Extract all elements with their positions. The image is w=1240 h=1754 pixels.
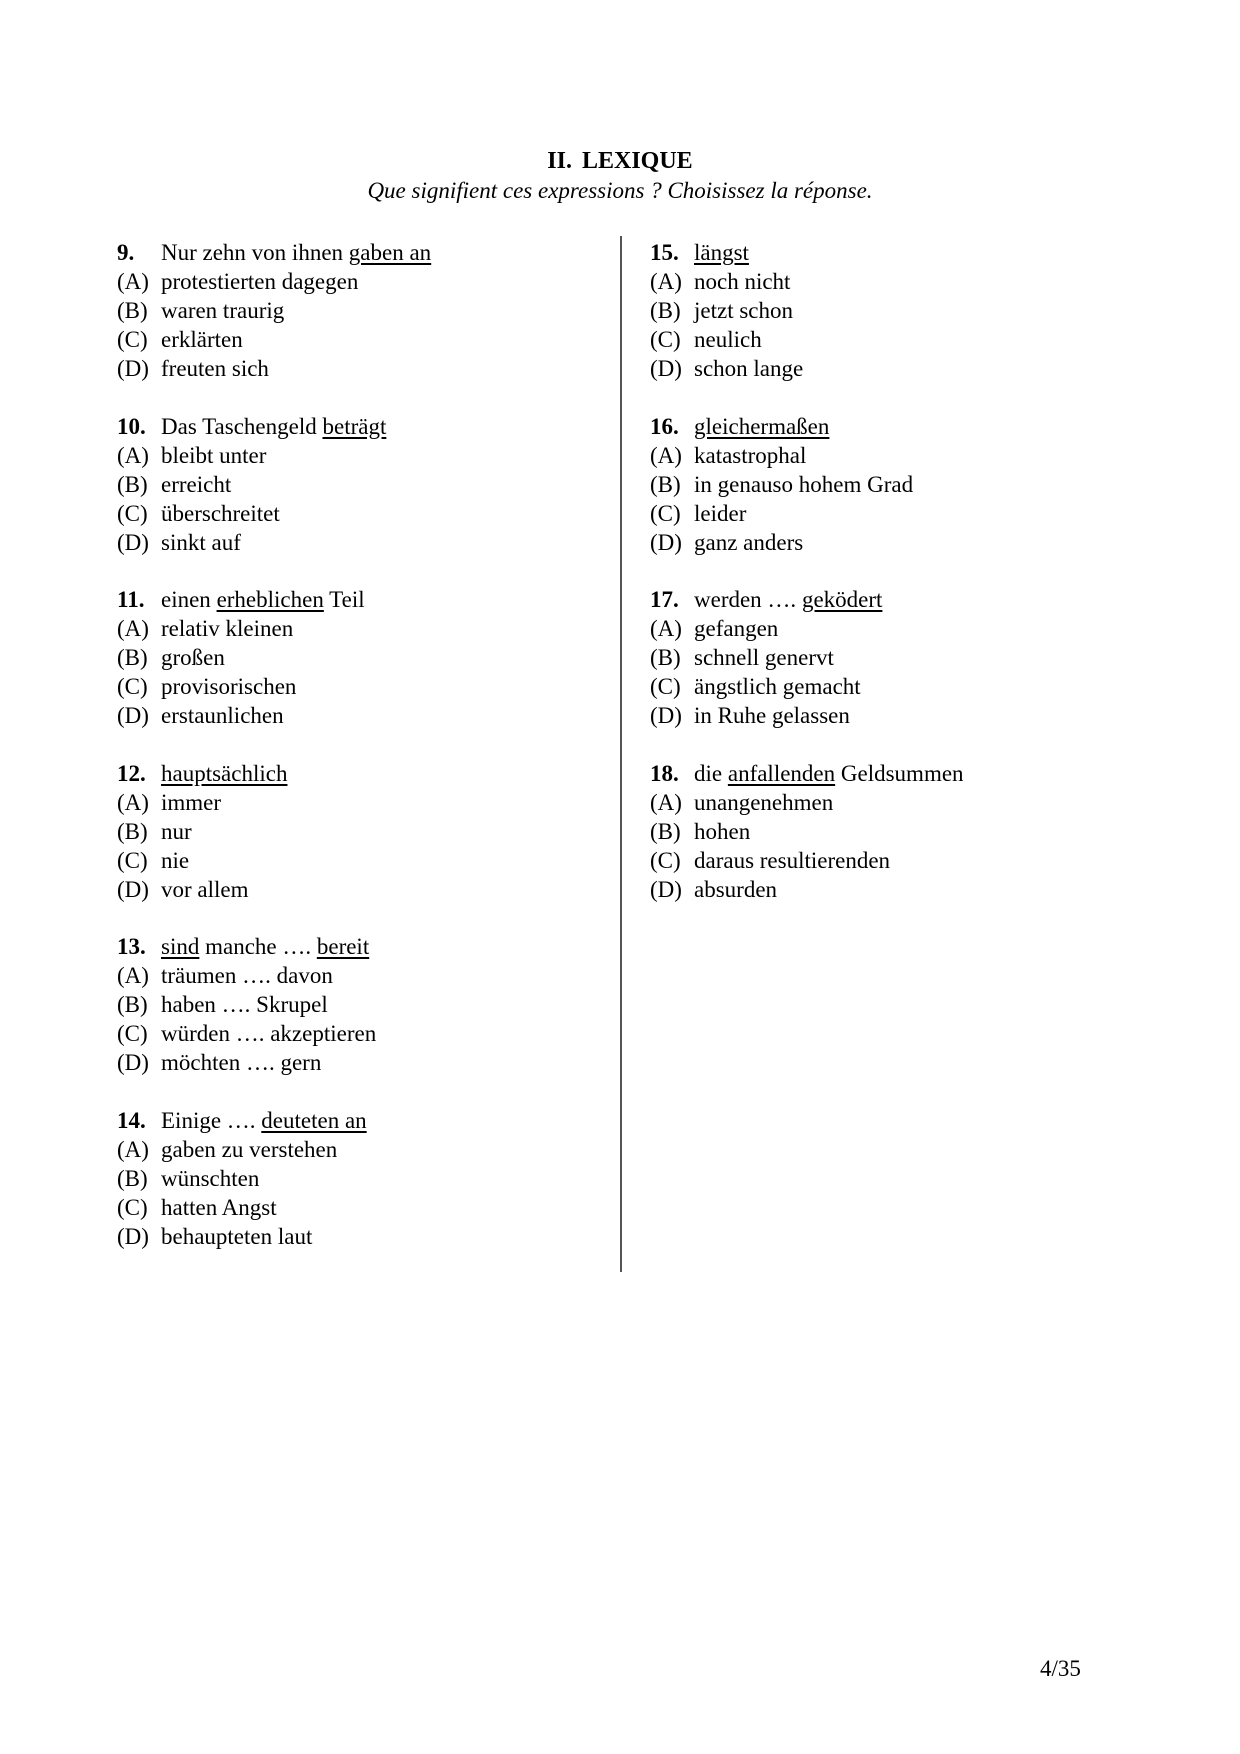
option-letter: (A): [117, 789, 149, 815]
question-number: 17.: [650, 587, 679, 612]
option-letter: (D): [117, 703, 149, 728]
underlined-expression: hauptsächlich: [161, 760, 288, 786]
option-text: behaupteten laut: [161, 1223, 313, 1249]
answer-option[interactable]: [117, 788, 637, 817]
answer-option[interactable]: [650, 354, 1170, 383]
question-stem: [650, 585, 1170, 614]
answer-option[interactable]: [117, 1222, 637, 1251]
section-instruction: Que signifient ces expressions ? Choisissez la réponse.: [367, 178, 873, 203]
question-stem: [117, 585, 637, 614]
option-text: hatten Angst: [161, 1194, 277, 1220]
option-text: möchten …. gern: [161, 1050, 322, 1075]
option-text: nie: [161, 847, 190, 873]
answer-option[interactable]: [117, 672, 637, 701]
question-number: 9.: [117, 240, 135, 265]
option-text: leider: [694, 500, 747, 526]
option-letter: (D): [117, 529, 149, 555]
option-text: freuten sich: [161, 356, 269, 381]
option-letter: (D): [650, 356, 682, 381]
option-letter: (A): [117, 269, 149, 294]
answer-option[interactable]: [117, 296, 637, 325]
option-text: waren traurig: [161, 298, 285, 323]
answer-option[interactable]: [650, 643, 1170, 672]
answer-option[interactable]: [650, 846, 1170, 875]
answer-option[interactable]: [117, 990, 637, 1019]
question-item: [117, 1106, 637, 1251]
question-number: 10.: [117, 413, 146, 439]
answer-option[interactable]: [117, 614, 637, 643]
answer-option[interactable]: [117, 499, 637, 528]
answer-option[interactable]: [117, 1048, 637, 1077]
option-letter: (C): [650, 847, 681, 873]
answer-option[interactable]: [117, 961, 637, 990]
answer-option[interactable]: [117, 1164, 637, 1193]
answer-option[interactable]: [117, 1135, 637, 1164]
question-item: [117, 759, 637, 904]
option-text: erreicht: [161, 471, 232, 497]
section-heading: [0, 146, 1240, 176]
option-letter: (C): [117, 327, 148, 352]
stem-text: manche ….: [199, 934, 317, 959]
option-text: sinkt auf: [161, 529, 241, 555]
section-title: LEXIQUE: [581, 148, 693, 174]
question-number: 13.: [117, 934, 146, 959]
answer-option[interactable]: [117, 643, 637, 672]
option-letter: (C): [117, 674, 148, 699]
stem-text: Nur zehn von ihnen: [161, 240, 349, 265]
option-letter: (D): [650, 876, 682, 902]
question-number: 14.: [117, 1107, 146, 1133]
option-letter: (C): [117, 500, 148, 526]
answer-option[interactable]: [650, 788, 1170, 817]
option-text: überschreitet: [161, 500, 280, 526]
stem-text: einen: [161, 587, 217, 612]
page-number: 4/35: [1040, 1656, 1081, 1681]
option-letter: (C): [117, 1194, 148, 1220]
underlined-expression: gaben an: [348, 240, 432, 265]
option-letter: (D): [117, 1223, 149, 1249]
question-number: 11.: [117, 587, 145, 612]
option-letter: (A): [650, 789, 682, 815]
answer-option[interactable]: [117, 701, 637, 730]
answer-option[interactable]: [650, 325, 1170, 354]
question-item: [117, 585, 637, 730]
option-letter: (B): [650, 645, 681, 670]
answer-option[interactable]: [650, 701, 1170, 730]
option-letter: (B): [117, 298, 148, 323]
answer-option[interactable]: [117, 817, 637, 846]
answer-option[interactable]: [650, 817, 1170, 846]
option-text: katastrophal: [694, 442, 807, 468]
option-text: wünschten: [161, 1165, 260, 1191]
underlined-expression: bereit: [316, 934, 370, 959]
option-text: ganz anders: [694, 529, 804, 555]
answer-option[interactable]: [650, 528, 1170, 557]
right-question-column: [650, 238, 1170, 932]
option-letter: (D): [650, 703, 682, 728]
option-text: würden …. akzeptieren: [161, 1021, 377, 1046]
question-stem: [650, 238, 1170, 267]
question-number: 15.: [650, 240, 679, 265]
stem-text: Teil: [323, 587, 365, 612]
answer-option[interactable]: [650, 296, 1170, 325]
column-divider: [620, 236, 622, 1272]
answer-option[interactable]: [117, 354, 637, 383]
answer-option[interactable]: [650, 441, 1170, 470]
option-text: immer: [161, 789, 222, 815]
stem-text: die: [694, 760, 728, 786]
stem-text: Geldsummen: [835, 760, 964, 786]
underlined-expression: deuteten an: [261, 1107, 367, 1133]
question-stem: [650, 412, 1170, 441]
option-text: absurden: [694, 876, 778, 902]
answer-option[interactable]: [650, 470, 1170, 499]
answer-option[interactable]: [117, 470, 637, 499]
option-letter: (D): [117, 876, 149, 902]
option-text: hohen: [694, 818, 751, 844]
option-letter: (C): [650, 327, 681, 352]
underlined-expression: anfallenden: [727, 760, 836, 786]
underlined-expression: längst: [694, 240, 749, 265]
answer-option[interactable]: [650, 267, 1170, 296]
option-letter: (C): [650, 674, 681, 699]
question-item: [117, 238, 637, 383]
option-letter: (B): [117, 992, 148, 1017]
option-letter: (D): [117, 1050, 149, 1075]
option-letter: (A): [650, 616, 682, 641]
answer-option[interactable]: [117, 875, 637, 904]
option-letter: (A): [117, 1136, 149, 1162]
section-number: II.: [547, 148, 572, 174]
option-text: ängstlich gemacht: [694, 674, 861, 699]
answer-option[interactable]: [117, 441, 637, 470]
option-letter: (C): [117, 1021, 148, 1046]
option-text: großen: [161, 645, 225, 670]
underlined-expression: geködert: [801, 587, 883, 612]
question-stem: [117, 238, 637, 267]
option-text: in genauso hohem Grad: [694, 471, 914, 497]
option-text: gaben zu verstehen: [161, 1136, 338, 1162]
answer-option[interactable]: [117, 1019, 637, 1048]
option-letter: (A): [117, 963, 149, 988]
option-text: schnell genervt: [694, 645, 834, 670]
option-text: gefangen: [694, 616, 779, 641]
option-text: jetzt schon: [694, 298, 793, 323]
option-text: provisorischen: [161, 674, 297, 699]
question-number: 16.: [650, 413, 679, 439]
option-letter: (D): [117, 356, 149, 381]
stem-text: werden ….: [694, 587, 802, 612]
option-text: bleibt unter: [161, 442, 267, 468]
question-item: [117, 412, 637, 557]
question-stem: [117, 412, 637, 441]
answer-option[interactable]: [117, 846, 637, 875]
option-text: in Ruhe gelassen: [694, 703, 850, 728]
stem-text: Das Taschengeld: [161, 413, 323, 439]
option-text: daraus resultierenden: [694, 847, 891, 873]
option-letter: (A): [117, 442, 149, 468]
answer-option[interactable]: [117, 267, 637, 296]
option-text: haben …. Skrupel: [161, 992, 328, 1017]
option-letter: (B): [117, 1165, 148, 1191]
option-text: nur: [161, 818, 192, 844]
question-item: [117, 932, 637, 1077]
underlined-expression: erheblichen: [216, 587, 324, 612]
option-letter: (B): [117, 645, 148, 670]
left-question-column: [117, 238, 637, 1279]
question-number: 18.: [650, 760, 679, 786]
option-letter: (A): [117, 616, 149, 641]
option-text: schon lange: [694, 356, 804, 381]
option-letter: (B): [650, 818, 681, 844]
question-stem: [117, 932, 637, 961]
option-text: träumen …. davon: [161, 963, 333, 988]
option-letter: (B): [117, 818, 148, 844]
answer-option[interactable]: [650, 499, 1170, 528]
option-text: noch nicht: [694, 269, 791, 294]
stem-text: Einige ….: [161, 1107, 262, 1133]
option-letter: (D): [650, 529, 682, 555]
answer-option[interactable]: [117, 325, 637, 354]
underlined-expression: beträgt: [322, 413, 387, 439]
option-letter: (C): [117, 847, 148, 873]
answer-option[interactable]: [117, 1193, 637, 1222]
question-item: [650, 412, 1170, 557]
question-stem: [117, 1106, 637, 1135]
option-text: relativ kleinen: [161, 616, 294, 641]
option-text: erstaunlichen: [161, 703, 284, 728]
answer-option[interactable]: [650, 875, 1170, 904]
option-letter: (B): [650, 471, 681, 497]
option-text: unangenehmen: [694, 789, 834, 815]
question-item: [650, 238, 1170, 383]
question-number: 12.: [117, 760, 146, 786]
option-letter: (C): [650, 500, 681, 526]
underlined-expression: gleichermaßen: [694, 413, 830, 439]
question-stem: [650, 759, 1170, 788]
option-letter: (A): [650, 442, 682, 468]
question-item: [650, 759, 1170, 904]
option-text: protestierten dagegen: [161, 269, 359, 294]
option-letter: (A): [650, 269, 682, 294]
option-letter: (B): [650, 298, 681, 323]
option-text: vor allem: [161, 876, 249, 902]
answer-option[interactable]: [650, 614, 1170, 643]
answer-option[interactable]: [650, 672, 1170, 701]
option-text: erklärten: [161, 327, 243, 352]
question-stem: [117, 759, 637, 788]
answer-option[interactable]: [117, 528, 637, 557]
underlined-expression: sind: [161, 934, 200, 959]
option-text: neulich: [694, 327, 762, 352]
option-letter: (B): [117, 471, 148, 497]
question-item: [650, 585, 1170, 730]
